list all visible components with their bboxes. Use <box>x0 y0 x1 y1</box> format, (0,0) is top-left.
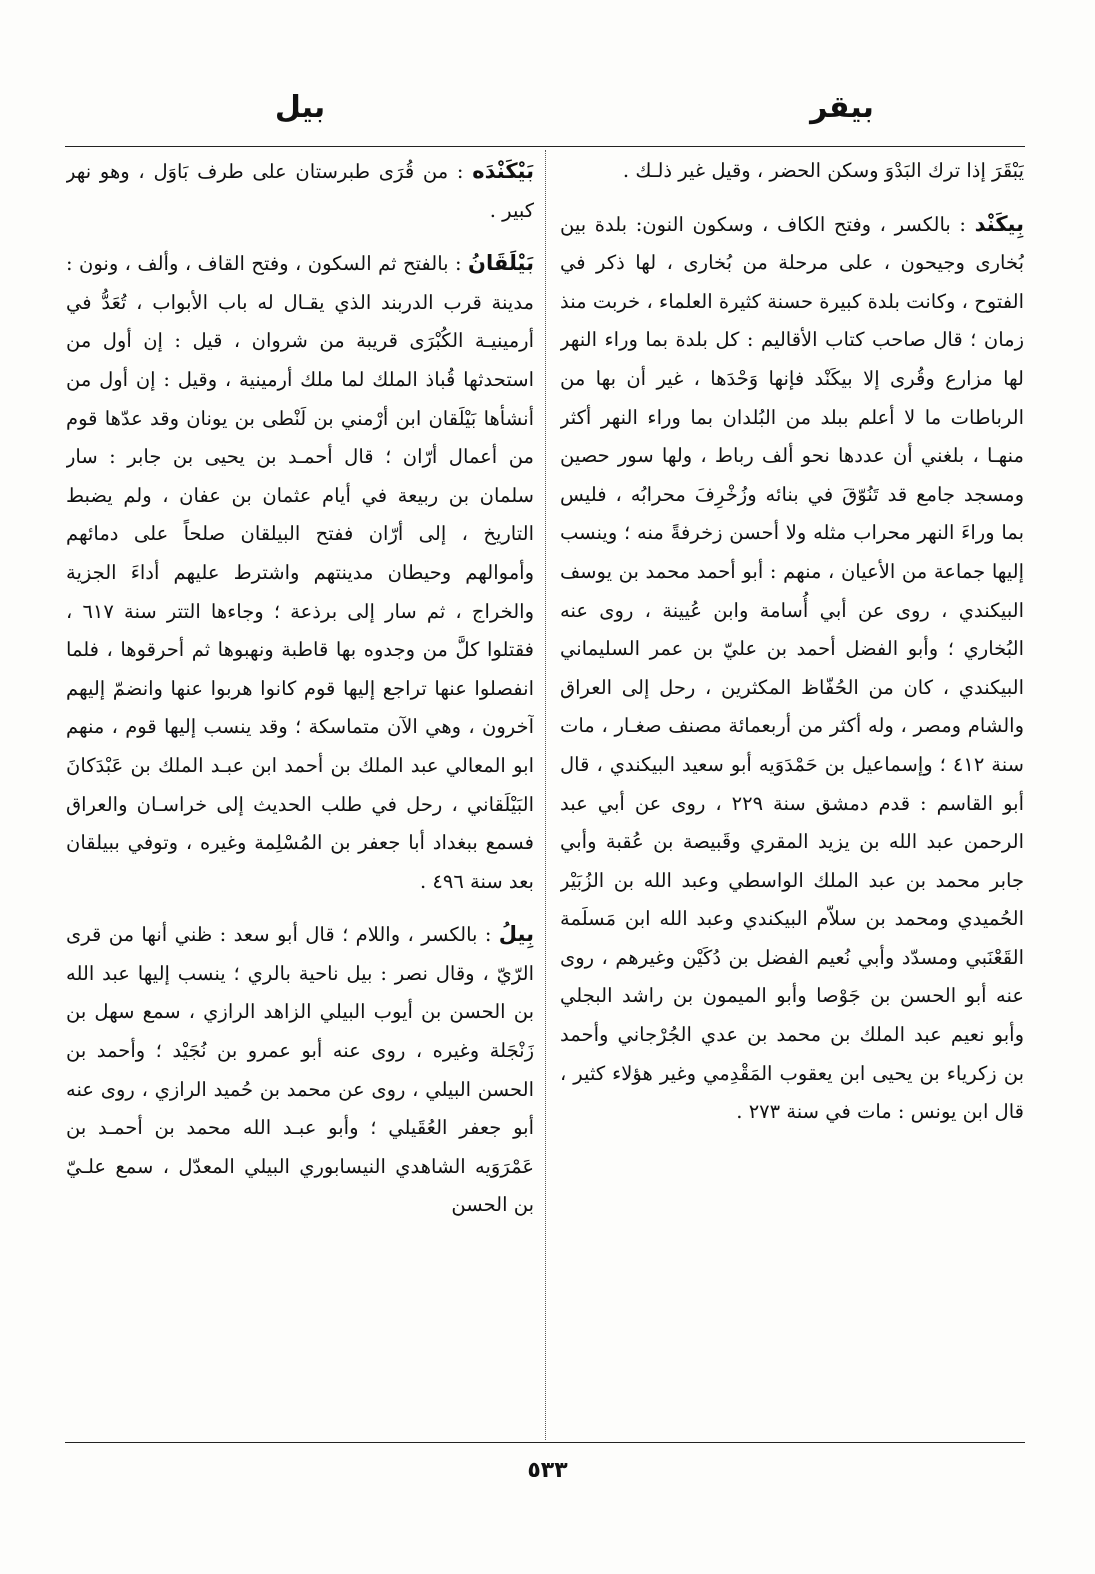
left-column <box>66 152 534 1432</box>
running-header-left: بيل <box>274 90 326 125</box>
entry-text: : بالكسر ، وفتح الكاف ، وسكون النون: بلدة بين بُخارى وجيحون ، على مرحلة من بُخارى ، لها ذكر في الفتوح ، وكانت بلدة كبيرة حسنة كثيرة العلماء ، خربت منذ زمان ؛ قال صاحب كتاب الأقاليم : كل بلدة بما وراء النهر لها مزارع وقُرى إلا بيكَنْد فإنها وَحْدَها ، غير أن بها من الرباطات ما لا أعلم ببلد من البُلدان بما وراء النهر أكثر منهـا ، بلغني أن عددها نحو ألف رباط ، ولها سور حصين ومسجد جامع قد تَنُوّقَ في بنائه وزُخْرِفَ محرابُه ، فليس بما وراءَ النهر محراب مثله ولا أحسن زخرفةً منه ؛ وينسب إليها جماعة من الأعيان ، منهم : أبو أحمد محمد بن يوسف البيكندي ، روى عن أبي أُسامة وابن عُيينة ، روى عنه البُخاري ؛ وأبو الفضل أحمد بن عليّ بن عمر السليماني البيكندي ، كان من الحُفّاظ المكثرين ، رحل إلى العراق والشام ومصر ، وله أكثر من أربعمائة مصنف صغـار ، مات سنة ٤١٢ ؛ وإسماعيل بن حَمْدَوَيه أبو سعيد البيكندي ، قال أبو القاسم : قدم دمشق سنة ٢٢٩ ، روى عن أبي عبد الرحمن عبد الله بن يزيد المقري وقَبيصة بن عُقبة وأبي جابر محمد بن عبد الملك الواسطي وعبد الله بن الزُبَيْر الحُميدي ومحمد بن سلاّم البيكندي وعبد الله ابن مَسلَمة القَعْنَبي ومسدّد وأبي نُعيم الفضل بن دُكَيْن وغيرهم ، روى عنه أبو الحسن بن جَوْصا وأبو الميمون بن راشد البجلي وأبو نعيم عبد الملك بن محمد بن عدي الجُرْجاني وأحمد بن زكرياء بن يحيى ابن يعقوب المَقْدِمي وغير هؤلاء كثير ، قال ابن يونس : مات في سنة ٢٧٣ . <box>560 212 1024 1124</box>
entry-bil <box>66 915 534 1225</box>
entry-keyword: بَيْكَنْدَه <box>472 159 534 183</box>
entry-keyword: بِيكَنْد <box>974 211 1024 236</box>
page-number: ٥٣٣ <box>527 1458 568 1483</box>
entry-text: : بالفتح ثم السكون ، وفتح القاف ، وألف ، ونون : مدينة قرب الدربند الذي يقـال له باب الأبواب ، تُعَدُّ في أرمينيـة الكُبْرَى قريبة من شروان ، قيل : إن أول من استحدثها قُباذ الملك لما ملك أرمينية ، وقيل : إن أول من أنشأها بَيْلَقان ابن أرْمني بن لَنْطى بن يونان وقد عدّها قوم من أعمال أرّان ؛ قال أحمـد بن يحيى بن جابر : سار سلمان بن ربيعة في أيام عثمان بن عفان ، ولم يضبط التاريخ ، إلى أرّان ففتح البيلقان صلحاً على دمائهم وأموالهم وحيطان مدينتهم واشترط عليهم أداءَ الجزية والخراج ، ثم سار إلى برذعة ؛ وجاءها التتر سنة ٦١٧ ، فقتلوا كلَّ من وجدوه بها قاطبة ونهبوها ثم أحرقوها ، فلما انفصلوا عنها تراجع إليها قوم كانوا هربوا عنها وانضمّ إليهم آخرون ، وهي الآن متماسكة ؛ وقد ينسب إليها قوم ، منهم ابو المعالي عبد الملك بن أحمد ابن عبـد الملك بن عَبْدَكانَ البَيْلَقاني ، رحل في طلب الحديث إلى خراسـان والعراق فسمع ببغداد أبا جعفر بن المُسْلِمة وغيره ، وتوفي ببيلقان بعد سنة ٤٩٦ . <box>66 252 534 893</box>
entry-bikand <box>560 205 1024 1132</box>
running-header-right: بيقر <box>810 90 874 125</box>
footer-rule <box>65 1442 1025 1443</box>
right-column <box>560 152 1024 1432</box>
entry-keyword: بَيْلَقَانُ <box>468 251 534 276</box>
column-divider <box>545 150 546 1440</box>
entry-baykanda <box>66 152 534 230</box>
continuation-paragraph: يَبْقَرَ إذا ترك البَدْوَ وسكن الحضر ، وقيل غير ذلـك . <box>622 159 1024 182</box>
entry-text: : من قُرَى طبرستان على طرف بَاوَل ، وهو نهر كبير . <box>66 160 534 222</box>
entry-baylaqan <box>66 244 534 901</box>
entry-text: : بالكسر ، واللام ؛ قال أبو سعد : ظني أنها من قرى الرّيّ ، وقال نصر : بيل ناحية بالري ؛ ينسب إليها عبد الله بن الحسن بن أيوب البيلي الزاهد الرازي ، سمع سهل بن زَنْجَلة وغيره ، روى عنه أبو عمرو بن نُجَيْد ؛ وأحمد بن الحسن البيلي ، روى عن محمد بن حُميد الرازي ، روى عنه أبو جعفر العُقَيلي ؛ وأبو عبـد الله محمد بن أحمـد بن عَمْرَوَيه الشاهدي النيسابوري البيلي المعدّل ، سمع علـيّ بن الحسن <box>66 923 534 1217</box>
header-rule <box>65 146 1025 147</box>
entry-keyword: بِيلُ <box>498 922 534 947</box>
